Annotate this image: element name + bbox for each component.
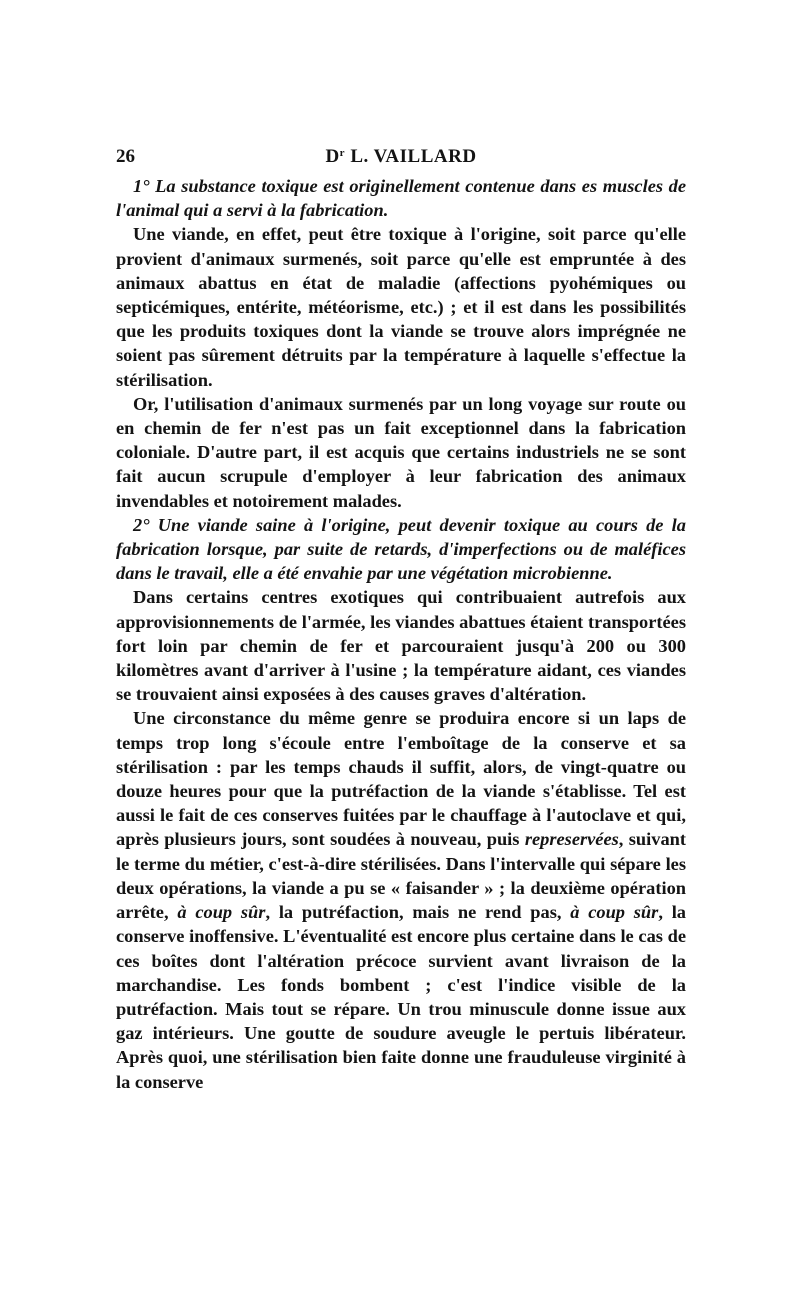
paragraph-heading-2: 2° Une viande saine à l'origine, peut devenir toxique au cours de la fabrication lorsque, par suite de retards, d'imperfections ou de maléfices dans le travail, elle a été envahie par une végétation microbienne. bbox=[116, 514, 686, 584]
author-prefix: D bbox=[325, 146, 340, 167]
paragraph: Or, l'utilisation d'animaux surmenés par un long voyage sur route ou en chemin de fer n'est pas un fait exceptionnel dans la fabrication coloniale. D'autre part, il est acquis que certains industriels ne se sont fait aucun scrupule d'employer à leur fabrication des animaux invendables et notoirement malades. bbox=[116, 393, 686, 511]
book-page bbox=[116, 140, 686, 1094]
body-text bbox=[116, 174, 686, 1094]
text-run: , la conserve inoffensive. L'éventualité est encore plus certaine dans le cas de ces boîtes dont l'altération précoce survient avant livraison de la marchandise. Les fonds bombent ; c'est l'indice visible de la putréfaction. Mais tout se répare. Un trou minuscule donne issue aux gaz intérieurs. Une goutte de soudure aveugle le pertuis libérateur. Après quoi, une stérilisation bien faite donne une frauduleuse virginité à la conserve bbox=[116, 902, 686, 1092]
author-name: L. VAILLARD bbox=[345, 146, 477, 167]
italic-term: à coup sûr bbox=[570, 902, 659, 923]
running-head bbox=[116, 140, 686, 174]
running-title bbox=[116, 146, 686, 168]
page-number: 26 bbox=[116, 146, 135, 167]
text-run: , suivant le terme du métier, c'est-à-dire stérilisées. Dans l'intervalle qui sépare les deux opérations, la viande a pu se « faisander » ; la deuxième opération arrête, bbox=[116, 829, 687, 923]
paragraph: Dans certains centres exotiques qui contribuaient autrefois aux approvisionnements de l'armée, les viandes abattues étaient transportées fort loin par chemin de fer et parcouraient jusqu'à 200 ou 300 kilomètres avant d'arriver à l'usine ; la température aidant, ces viandes se trouvaient ainsi exposées à des causes graves d'altération. bbox=[116, 587, 686, 705]
paragraph-heading-1: 1° La substance toxique est originellement contenue dans es muscles de l'animal qui a servi à la fabrication. bbox=[116, 176, 686, 221]
text-run: Une circonstance du même genre se produira encore si un laps de temps trop long s'écoule entre l'emboîtage de la conserve et sa stérilisation : par les temps chauds il suffit, alors, de vingt-quatre ou douze heures pour que la putréfaction de la viande s'établisse. Tel est aussi le fait de ces conserves fuitées par le chauffage à l'autoclave et qui, après plusieurs jours, sont soudées à nouveau, puis bbox=[116, 708, 686, 850]
italic-term: represervées bbox=[524, 829, 619, 850]
paragraph: Une viande, en effet, peut être toxique à l'origine, soit parce qu'elle provient d'animaux surmenés, soit parce qu'elle est empruntée à des animaux abattus en état de maladie (affections pyohémiques ou septicémiques, entérite, météorisme, etc.) ; et il est dans les possibilités que les produits toxiques dont la viande se trouve alors imprégnée ne soient pas sûrement détruits par la température à laquelle s'effectue la stérilisation. bbox=[116, 224, 686, 390]
paragraph bbox=[116, 706, 686, 1093]
italic-term: à coup sûr bbox=[177, 902, 266, 923]
text-run: , la putréfaction, mais ne rend pas, bbox=[265, 902, 571, 923]
author-sup: r bbox=[339, 147, 346, 159]
